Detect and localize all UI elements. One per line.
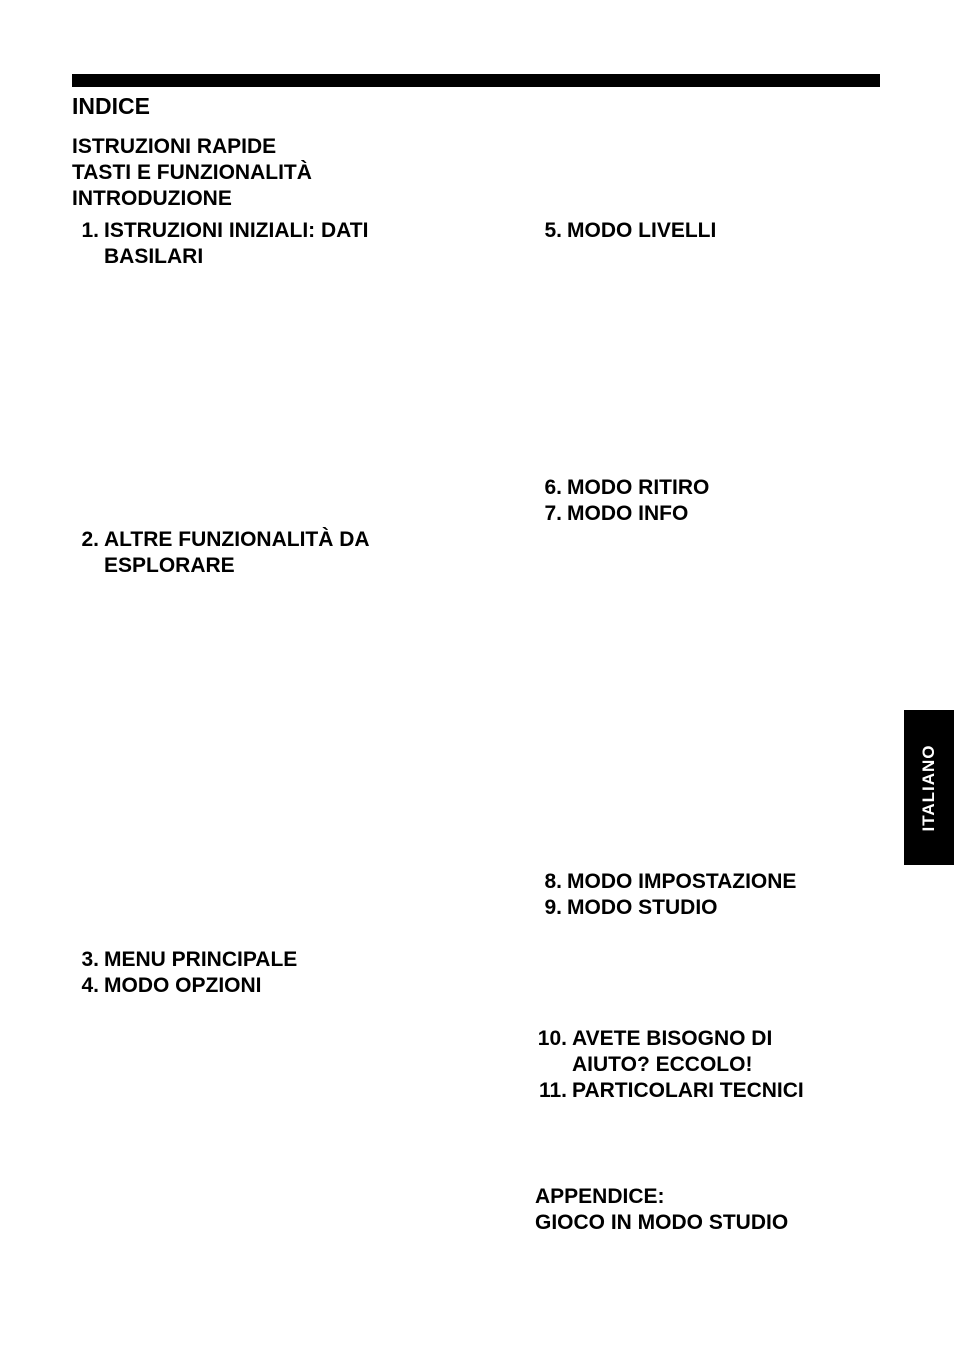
intro-list <box>72 134 312 212</box>
toc-item-number: 3. <box>81 948 99 971</box>
toc-item-number: 6. <box>544 476 562 499</box>
toc-item-5[interactable] <box>535 218 716 244</box>
language-tab-label: ITALIANO <box>919 743 938 832</box>
toc-item-9[interactable] <box>535 895 718 921</box>
toc-item-number: 1. <box>81 219 99 242</box>
toc-item-label: ISTRUZIONI INIZIALI: DATI <box>104 219 369 242</box>
toc-item-number: 4. <box>81 974 99 997</box>
toc-item-label: MODO STUDIO <box>567 896 718 919</box>
intro-item-introduction[interactable]: INTRODUZIONE <box>72 187 232 210</box>
toc-item-number: 8. <box>544 870 562 893</box>
toc-item-number: 9. <box>544 896 562 919</box>
toc-item-number: 10. <box>537 1027 567 1050</box>
intro-item-quick-instructions[interactable]: ISTRUZIONI RAPIDE <box>72 135 277 158</box>
toc-item-1[interactable] <box>72 218 368 270</box>
toc-item-label: MODO INFO <box>567 502 689 525</box>
language-tab <box>904 710 954 865</box>
toc-item-11[interactable] <box>535 1078 804 1104</box>
toc-item-number: 7. <box>544 502 562 525</box>
toc-item-4[interactable] <box>72 973 262 999</box>
toc-item-label: PARTICOLARI TECNICI <box>572 1079 804 1102</box>
appendix-title: GIOCO IN MODO STUDIO <box>535 1211 789 1234</box>
toc-item-label: AVETE BISOGNO DI <box>572 1027 773 1050</box>
toc-item-6[interactable] <box>535 475 709 501</box>
appendix-heading: APPENDICE: <box>535 1185 665 1208</box>
toc-item-label-cont: ESPLORARE <box>104 554 235 577</box>
toc-item-10[interactable] <box>535 1026 772 1078</box>
top-rule <box>72 74 880 87</box>
toc-item-label: MODO OPZIONI <box>104 974 262 997</box>
intro-item-keys-features[interactable]: TASTI E FUNZIONALITÀ <box>72 161 312 184</box>
toc-item-label: MODO RITIRO <box>567 476 710 499</box>
toc-item-label: ALTRE FUNZIONALITÀ DA <box>104 528 370 551</box>
toc-item-number: 11. <box>538 1079 567 1102</box>
toc-item-label: MODO IMPOSTAZIONE <box>567 870 797 893</box>
toc-item-label-cont: AIUTO? ECCOLO! <box>572 1053 753 1076</box>
toc-item-label: MENU PRINCIPALE <box>104 948 298 971</box>
appendix[interactable] <box>535 1184 788 1236</box>
toc-item-label-cont: BASILARI <box>104 245 204 268</box>
page-title: INDICE <box>72 93 150 119</box>
toc-item-3[interactable] <box>72 947 297 973</box>
toc-item-number: 5. <box>544 219 562 242</box>
toc-item-label: MODO LIVELLI <box>567 219 717 242</box>
toc-item-2[interactable] <box>72 527 370 579</box>
toc-item-number: 2. <box>81 528 99 551</box>
toc-item-7[interactable] <box>535 501 688 527</box>
toc-item-8[interactable] <box>535 869 796 895</box>
